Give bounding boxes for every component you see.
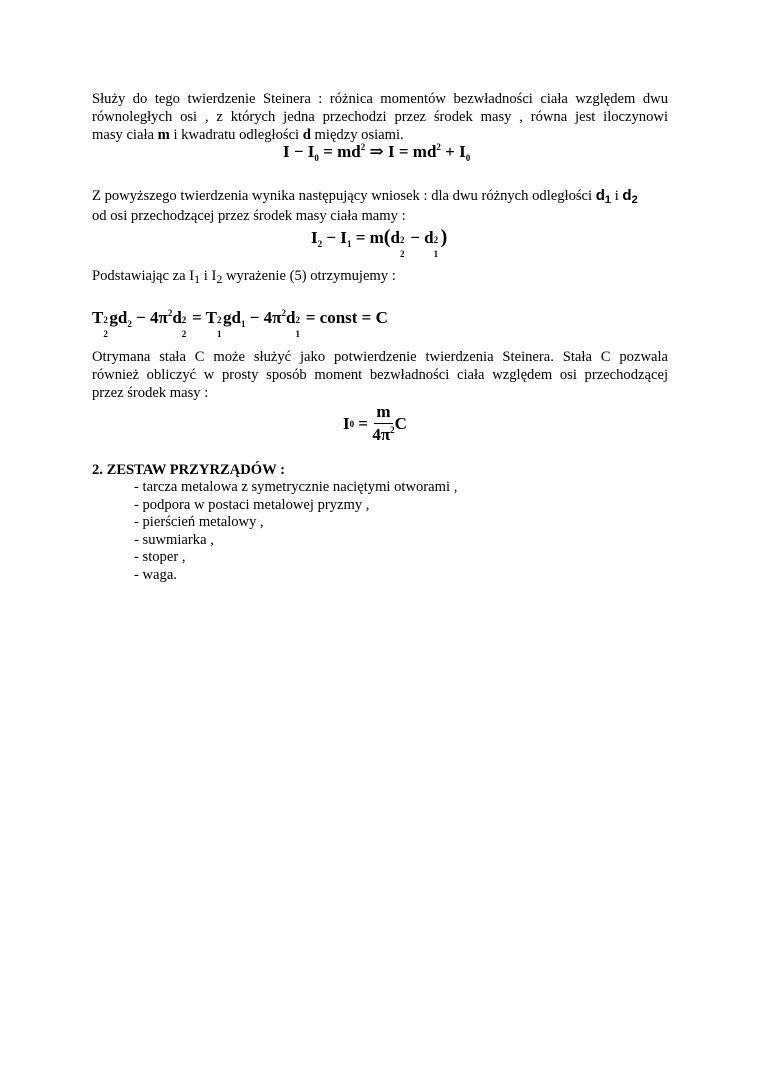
subscript: 1 (194, 272, 201, 286)
eq-part: = const = C (301, 308, 388, 327)
eq-part: C (394, 413, 407, 433)
paragraph-2-line-1 (92, 187, 638, 209)
list-item: - tarcza metalowa z symetrycznie naciętymi otworami , (134, 479, 458, 495)
eq-superscript: 2 (181, 315, 187, 325)
eq-part: = m (351, 228, 384, 247)
eq-part: = (354, 413, 373, 433)
eq-part: = T (187, 308, 218, 327)
eq-part: d (172, 308, 182, 327)
eq-subscript: 0 (314, 153, 319, 163)
equation-constant (92, 308, 388, 339)
eq-part: I (311, 228, 318, 247)
eq-part: I (343, 413, 350, 433)
equipment-list (134, 479, 457, 585)
paragraph-1-line-2: równoległych osi , z których jedna przechodzi przez środek masy , równa jest iloczynowi (92, 109, 668, 125)
list-item: - stoper , (134, 549, 186, 566)
eq-subscript: 2 (399, 249, 405, 259)
eq-paren: ( (383, 226, 391, 248)
eq-part: d (286, 308, 296, 327)
eq-subscript: 0 (349, 418, 355, 429)
eq-part: + I (440, 142, 466, 161)
paragraph-2-line-2: od osi przechodzącej przez środek masy ciała mamy : (92, 208, 406, 224)
eq-part: T (92, 308, 104, 327)
eq-part: I − I (283, 142, 315, 161)
eq-part: gd (223, 308, 241, 327)
eq-part: − I (322, 228, 347, 247)
paragraph-4-line-1: Otrymana stała C może służyć jako potwierdzenie twierdzenia Steinera. Stała C pozwala (92, 349, 668, 365)
subscript: 1 (604, 194, 612, 206)
text-span: i (611, 188, 623, 204)
eq-part: d (390, 228, 400, 247)
eq-subscript: 1 (346, 239, 352, 249)
eq-superscript: 2 (390, 425, 395, 435)
list-item: - podpora w postaci metalowej pryzmy , (134, 496, 370, 513)
symbol-m: m (157, 127, 170, 143)
text-span: masy ciała (92, 127, 158, 143)
text-span: i kwadratu odległości (169, 127, 303, 143)
eq-superscript: 2 (436, 142, 441, 152)
eq-subscript: 1 (217, 329, 222, 339)
eq-subscript: 0 (465, 153, 471, 163)
eq-part: = md (318, 142, 361, 161)
eq-subscript: 2 (317, 239, 323, 249)
eq-superscript: 2 (103, 315, 108, 325)
symbol-d1: d (595, 187, 605, 204)
eq-superscript: 2 (360, 142, 366, 152)
list-item: - pierścień metalowy , (134, 514, 264, 531)
eq-paren: ) (440, 226, 448, 248)
subscript: 2 (216, 272, 223, 286)
eq-superscript: 2 (433, 235, 439, 245)
eq-superscript: 2 (167, 308, 173, 318)
paragraph-4-line-2: również obliczyć w prosty sposób moment bezwładności ciała względem osi przechodzącej (92, 367, 668, 383)
paragraph-1-line-1: Służy do tego twierdzenie Steinera : różnica momentów bezwładności ciała względem dwu (92, 91, 668, 107)
list-item: - waga. (134, 566, 177, 583)
subscript: 2 (631, 194, 638, 206)
eq-part: − 4π (245, 308, 282, 327)
eq-subscript: 1 (433, 249, 439, 259)
eq-superscript: 2 (217, 315, 222, 325)
eq-part: gd (109, 308, 128, 327)
eq-subscript: 2 (103, 329, 108, 339)
eq-part: − 4π (131, 308, 168, 327)
paragraph-4-line-3: przez środek masy : (92, 385, 209, 401)
symbol-d2: d (622, 187, 632, 204)
eq-subscript: 1 (295, 329, 300, 339)
text-span: Z powyższego twierdzenia wynika następujący wniosek : dla dwu różnych odległości (92, 188, 596, 204)
symbol-d: d (302, 127, 311, 143)
fraction-numerator: m (374, 402, 392, 424)
equation-steiner (283, 142, 470, 163)
eq-part: − d (405, 228, 434, 247)
section-heading: 2. ZESTAW PRZYRZĄDÓW : (92, 462, 285, 478)
eq-subscript: 1 (240, 319, 246, 329)
eq-superscript: 2 (281, 308, 286, 318)
eq-subscript: 2 (181, 329, 187, 339)
equation-difference (311, 226, 448, 259)
equation-i0 (343, 402, 407, 445)
fraction (372, 402, 394, 445)
fraction-denominator (372, 424, 394, 445)
text-span: Podstawiając za I (92, 268, 195, 284)
eq-superscript: 2 (295, 315, 300, 325)
eq-subscript: 2 (127, 319, 132, 329)
paragraph-3 (92, 267, 396, 288)
list-item: - suwmiarka , (134, 531, 214, 548)
eq-superscript: 2 (399, 235, 405, 245)
text-span: i I (200, 268, 217, 284)
text-span: wyrażenie (5) otrzymujemy : (222, 268, 396, 284)
text-span: między osiami. (310, 127, 404, 143)
eq-part: 4π (372, 425, 391, 444)
eq-part: ⇒ I = md (365, 142, 437, 161)
